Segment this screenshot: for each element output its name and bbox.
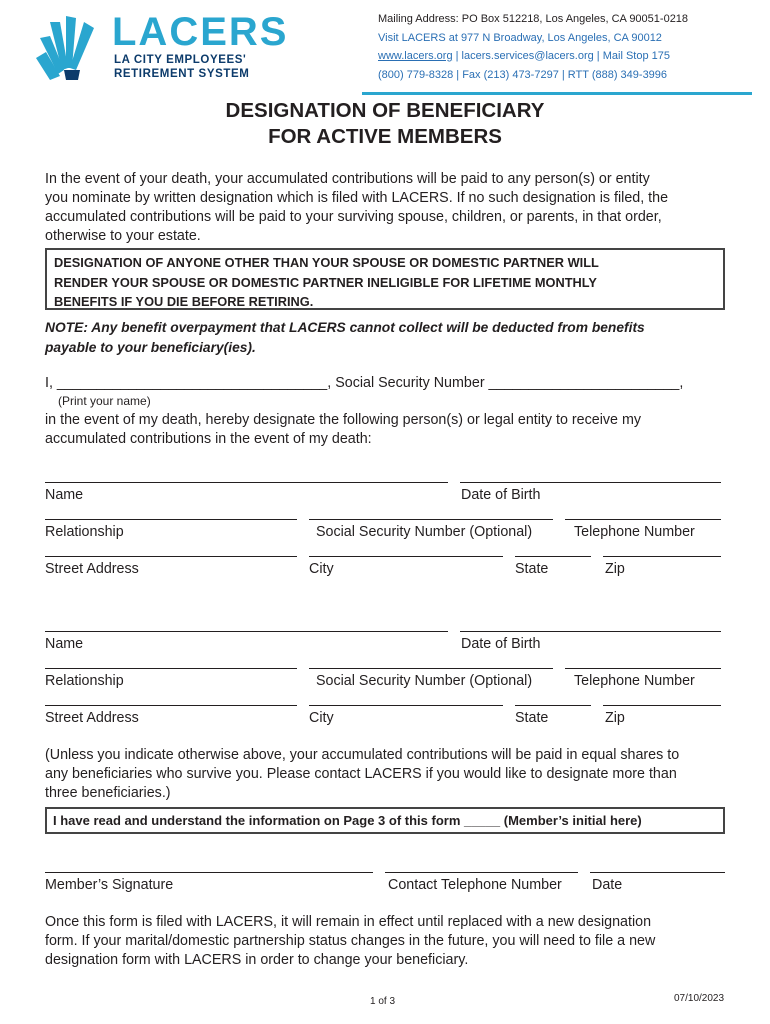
beneficiary-2-dob-label: Date of Birth	[461, 636, 541, 652]
page-header	[0, 0, 770, 96]
beneficiary-1-zip-field[interactable]	[603, 556, 721, 557]
signature-date-label: Date	[592, 877, 623, 893]
phone-numbers: (800) 779-8328 | Fax (213) 473-7297 | RTT (888) 349-3996	[378, 68, 668, 81]
beneficiary-1-street-label: Street Address	[45, 561, 139, 577]
beneficiary-1-telephone-field[interactable]	[565, 519, 721, 520]
beneficiary-1-street-field[interactable]	[45, 556, 297, 557]
intro-line: you nominate by written designation which is filed with LACERS. If no such designation is filed, the	[45, 190, 669, 206]
intro-paragraph	[45, 170, 735, 246]
beneficiary-2-dob-field[interactable]	[460, 631, 721, 632]
beneficiary-1-dob-field[interactable]	[460, 482, 721, 483]
beneficiary-1-city-field[interactable]	[309, 556, 503, 557]
intro-line: otherwise to your estate.	[45, 228, 201, 244]
contact-phone-field[interactable]	[385, 872, 578, 873]
closing-line: Once this form is filed with LACERS, it will remain in effect until replaced with a new designation	[45, 914, 652, 930]
contact-phone-label: Contact Telephone Number	[388, 877, 562, 893]
shares-line: three beneficiaries.)	[45, 785, 171, 801]
warning-line: BENEFITS IF YOU DIE BEFORE RETIRING.	[54, 294, 314, 309]
beneficiary-2-name-field[interactable]	[45, 631, 448, 632]
beneficiary-1-name-label: Name	[45, 487, 84, 503]
visit-address: Visit LACERS at 977 N Broadway, Los Angeles, CA 90012	[378, 31, 662, 44]
lacers-logo	[32, 10, 289, 84]
beneficiary-2-name-label: Name	[45, 636, 84, 652]
beneficiary-1-ssn-field[interactable]	[309, 519, 553, 520]
contact-block	[378, 10, 688, 84]
warning-box	[45, 248, 725, 310]
print-name-hint: (Print your name)	[58, 394, 151, 408]
email-mailstop: | lacers.services@lacers.org | Mail Stop 175	[452, 50, 670, 62]
revision-date: 07/10/2023	[674, 993, 725, 1004]
member-signature-label: Member’s Signature	[45, 877, 174, 893]
beneficiary-2-state-label: State	[515, 710, 549, 726]
beneficiary-2-relationship-label: Relationship	[45, 673, 124, 689]
beneficiary-1-ssn-label: Social Security Number (Optional)	[316, 524, 533, 540]
note-line: payable to your beneficiary(ies).	[45, 339, 256, 355]
intro-line: accumulated contributions will be paid to your surviving spouse, children, or parents, in that order,	[45, 209, 662, 225]
closing-line: form. If your marital/domestic partnership status changes in the future, you will need to file a new	[45, 933, 656, 949]
equal-shares-note	[45, 746, 735, 803]
beneficiary-1-state-label: State	[515, 561, 549, 577]
website-link[interactable]: www.lacers.org	[378, 50, 453, 62]
beneficiary-2-relationship-field[interactable]	[45, 668, 297, 669]
beneficiary-1-city-label: City	[309, 561, 334, 577]
closing-line: designation form with LACERS in order to change your beneficiary.	[45, 952, 469, 968]
warning-line: RENDER YOUR SPOUSE OR DOMESTIC PARTNER INELIGIBLE FOR LIFETIME MONTHLY	[54, 274, 597, 290]
form-title-line-2: FOR ACTIVE MEMBERS	[268, 125, 502, 148]
beneficiary-2-ssn-label: Social Security Number (Optional)	[316, 673, 533, 689]
designation-line: in the event of my death, hereby designate the following person(s) or legal entity to receive my	[45, 412, 642, 428]
beneficiary-2-street-label: Street Address	[45, 710, 139, 726]
member-name-ssn-line[interactable]: I, __________________________________, Social Security Number ________________________,	[45, 375, 684, 391]
logo-subtitle-2: RETIREMENT SYSTEM	[114, 68, 250, 80]
note-line: NOTE: Any benefit overpayment that LACERS cannot collect will be deducted from benefits	[45, 320, 645, 335]
designation-statement	[45, 411, 735, 449]
logo-wordmark: LACERS	[112, 10, 289, 54]
beneficiary-2-telephone-label: Telephone Number	[574, 673, 695, 689]
beneficiary-2-street-field[interactable]	[45, 705, 297, 706]
lacers-sunburst-icon	[32, 12, 104, 84]
web-email-line	[378, 47, 688, 66]
beneficiary-1-relationship-field[interactable]	[45, 519, 297, 520]
overpayment-note	[45, 318, 745, 357]
form-title-line-1: DESIGNATION OF BENEFICIARY	[225, 99, 545, 122]
logo-subtitle-1: LA CITY EMPLOYEES'	[114, 54, 247, 66]
beneficiary-2-city-label: City	[309, 710, 334, 726]
beneficiary-2-city-field[interactable]	[309, 705, 503, 706]
beneficiary-1-name-field[interactable]	[45, 482, 448, 483]
designation-line: accumulated contributions in the event of my death:	[45, 431, 372, 447]
header-divider	[362, 92, 752, 95]
intro-line: In the event of your death, your accumulated contributions will be paid to any person(s) or entity	[45, 171, 650, 187]
shares-line: (Unless you indicate otherwise above, your accumulated contributions will be paid in equal shares to	[45, 747, 680, 763]
closing-paragraph	[45, 913, 735, 970]
page-number: 1 of 3	[370, 996, 396, 1007]
signature-date-field[interactable]	[590, 872, 725, 873]
member-signature-field[interactable]	[45, 872, 373, 873]
beneficiary-1-dob-label: Date of Birth	[461, 487, 541, 503]
beneficiary-1-state-field[interactable]	[515, 556, 591, 557]
beneficiary-2-zip-field[interactable]	[603, 705, 721, 706]
beneficiary-1-relationship-label: Relationship	[45, 524, 124, 540]
beneficiary-2-telephone-field[interactable]	[565, 668, 721, 669]
beneficiary-2-state-field[interactable]	[515, 705, 591, 706]
beneficiary-2-ssn-field[interactable]	[309, 668, 553, 669]
beneficiary-1-zip-label: Zip	[605, 561, 625, 577]
acknowledgement-box[interactable]: I have read and understand the information on Page 3 of this form _____ (Member’s initial here)	[45, 807, 725, 834]
warning-line: DESIGNATION OF ANYONE OTHER THAN YOUR SPOUSE OR DOMESTIC PARTNER WILL	[54, 255, 599, 270]
beneficiary-2-zip-label: Zip	[605, 710, 625, 726]
mailing-address: Mailing Address: PO Box 512218, Los Angeles, CA 90051-0218	[378, 13, 689, 25]
beneficiary-1-telephone-label: Telephone Number	[574, 524, 695, 540]
shares-line: any beneficiaries who survive you. Please contact LACERS if you would like to designate more than	[45, 766, 677, 782]
